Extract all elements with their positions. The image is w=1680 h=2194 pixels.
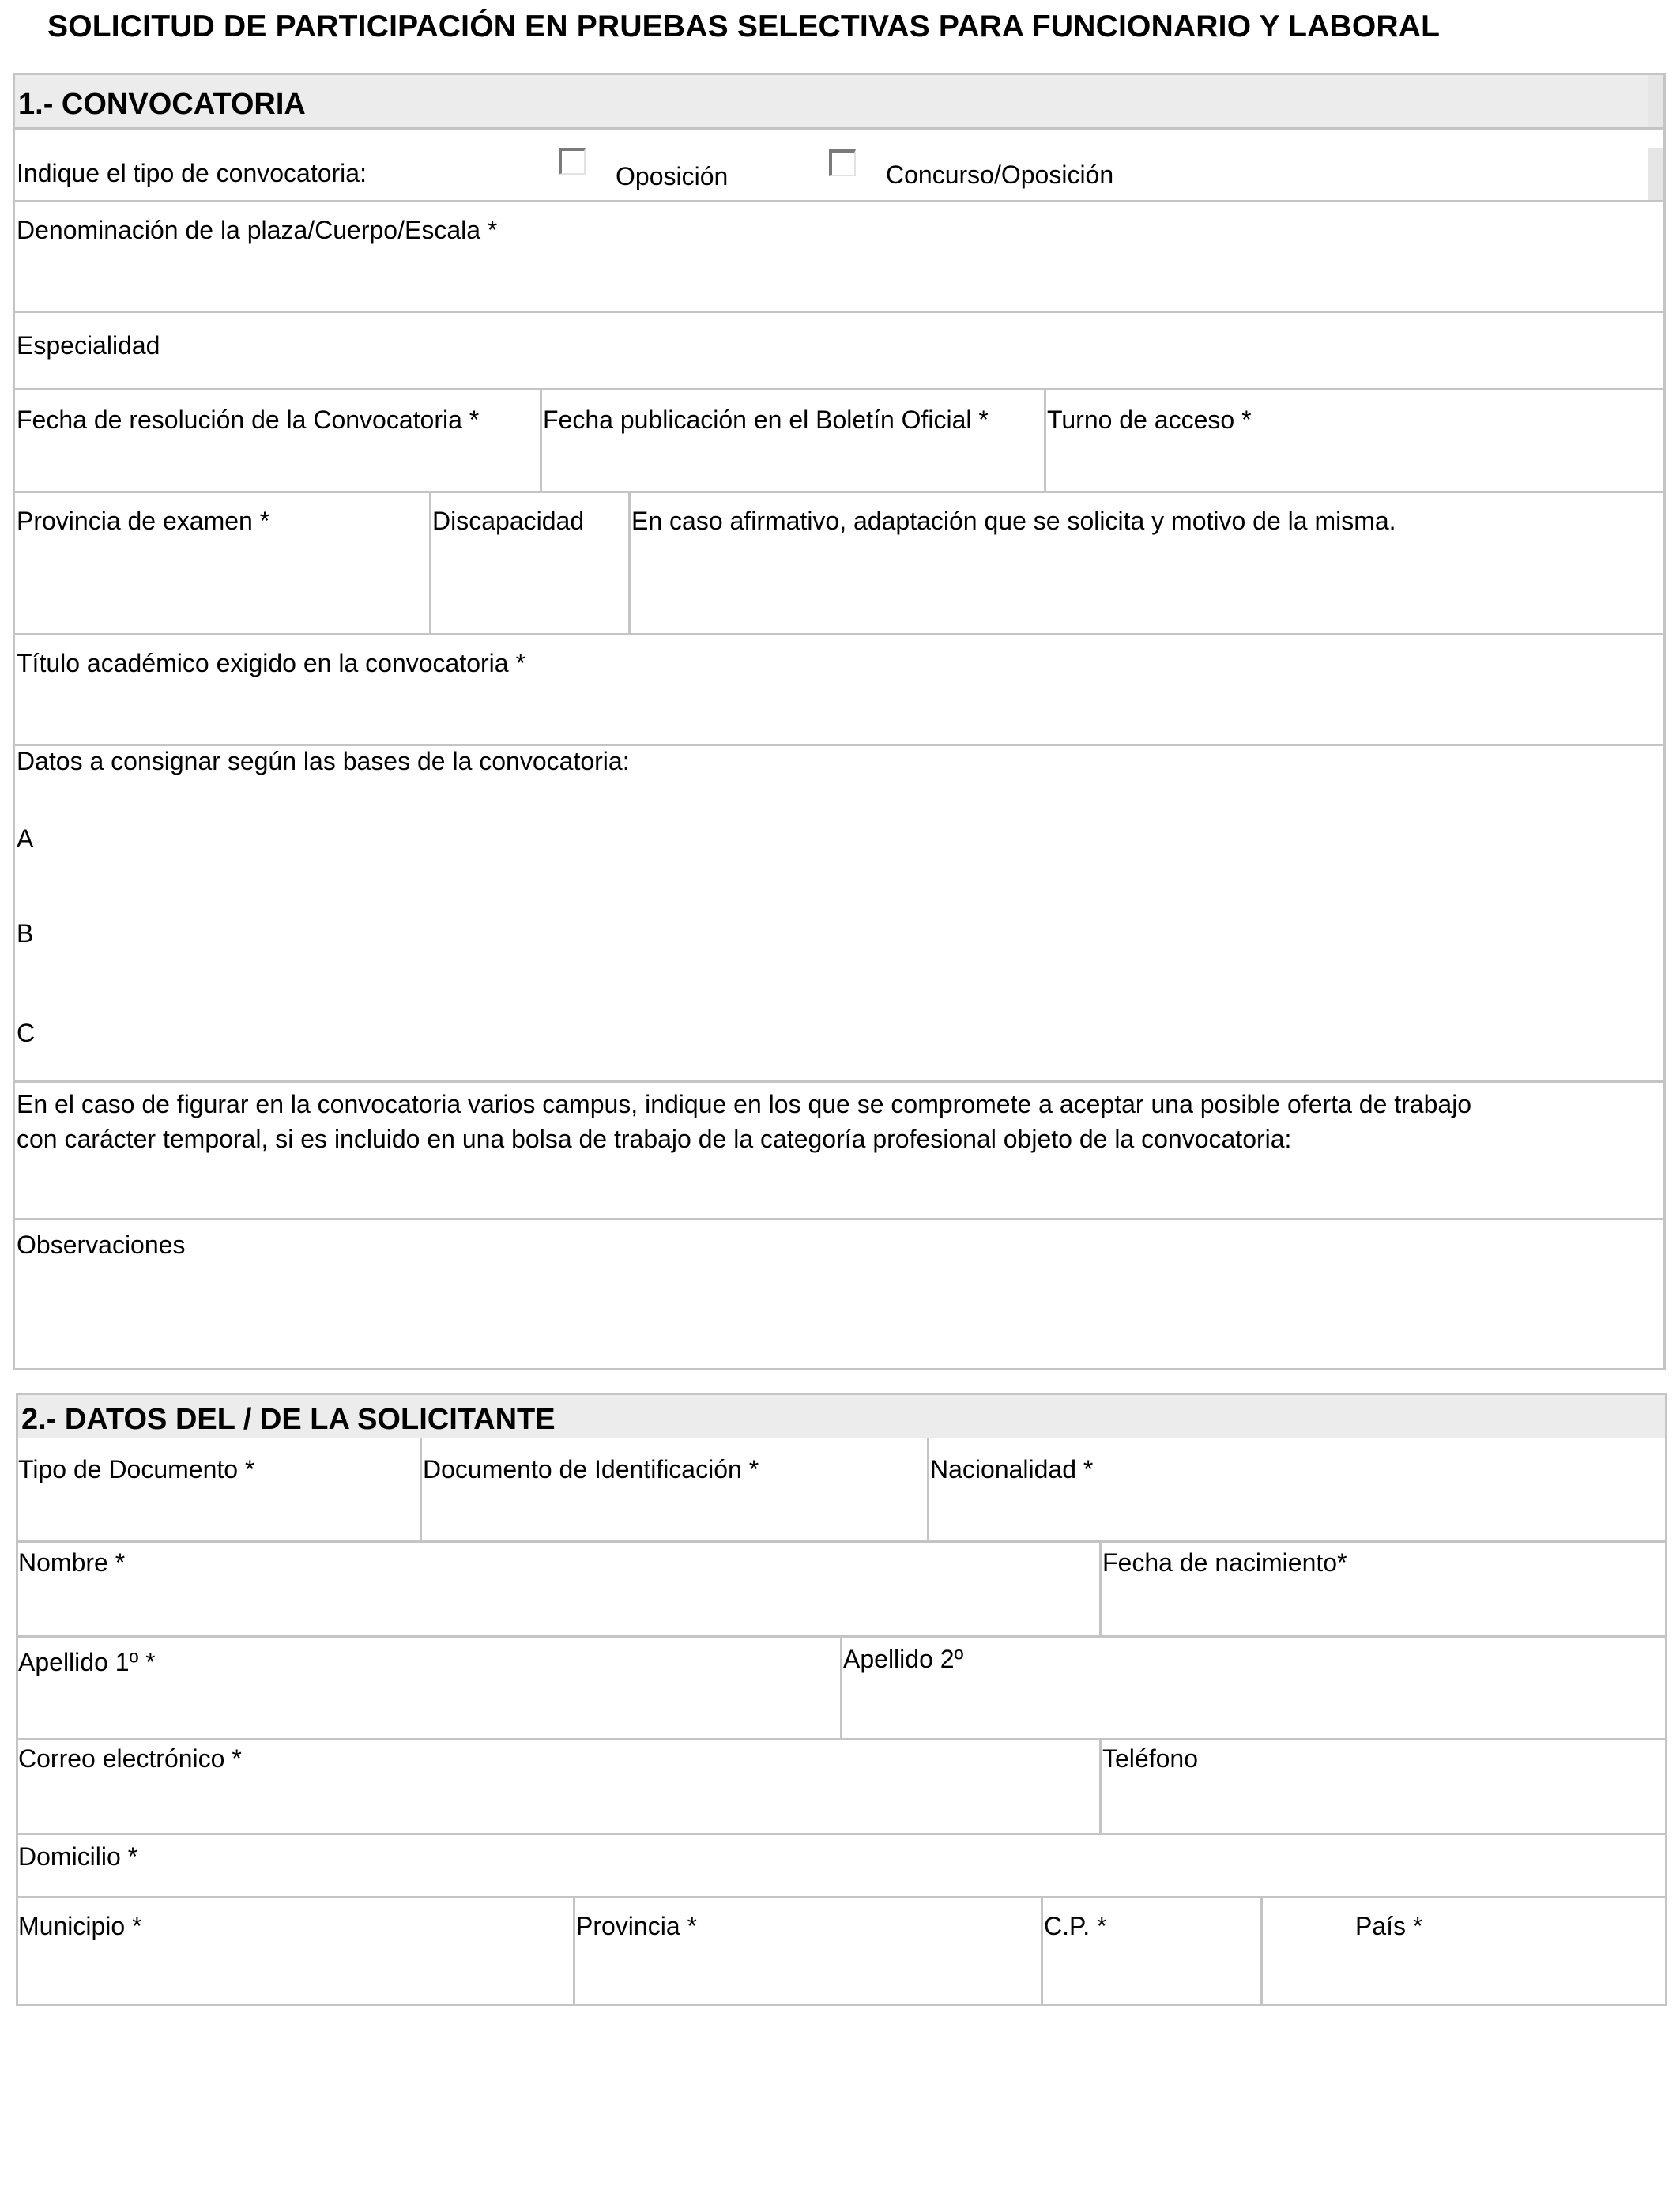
column-divider [1260, 1896, 1263, 2004]
telefono-field-label: Teléfono [1102, 1744, 1198, 1773]
provincia-examen-field-label: Provincia de examen * [17, 507, 270, 535]
pais-field-label: País * [1355, 1912, 1423, 1940]
campus-paragraph [17, 1087, 1652, 1156]
column-divider [927, 1438, 929, 1540]
row-divider [15, 633, 1663, 635]
datos-consignar-label: Datos a consignar según las bases de la convocatoria: [17, 747, 630, 775]
municipio-field-label: Municipio * [18, 1912, 142, 1940]
turno-acceso-field-label: Turno de acceso * [1047, 405, 1252, 434]
row-divider [15, 200, 1663, 202]
concurso-oposicion-label: Concurso/Oposición [886, 160, 1114, 189]
oposicion-checkbox[interactable] [559, 148, 586, 175]
row-divider [15, 1218, 1663, 1220]
column-divider [540, 388, 542, 491]
apellido2-field-label: Apellido 2º [843, 1645, 964, 1673]
column-divider [1099, 1738, 1102, 1833]
row-divider [15, 127, 1663, 130]
dato-a-label: A [17, 824, 34, 853]
section-1-header: 1.- CONVOCATORIA [15, 75, 1649, 127]
discapacidad-field-label: Discapacidad [432, 507, 585, 535]
domicilio-field-label: Domicilio * [18, 1842, 138, 1871]
dato-b-label: B [17, 919, 34, 948]
fecha-resolucion-field-label: Fecha de resolución de la Convocatoria * [17, 405, 480, 434]
right-edge-strip [1648, 75, 1663, 127]
column-divider [628, 491, 631, 633]
column-divider [573, 1896, 575, 2004]
campus-line-2: con carácter temporal, si es incluido en una bolsa de trabajo de la categoría profesional objeto de la convocatoria: [17, 1125, 1292, 1153]
row-divider [18, 1738, 1665, 1740]
column-divider [1044, 388, 1046, 491]
apellido1-field-label: Apellido 1º * [18, 1648, 156, 1676]
fecha-publicacion-field-label: Fecha publicación en el Boletín Oficial * [543, 405, 989, 434]
cp-field-label: C.P. * [1044, 1912, 1107, 1940]
documento-identificacion-field-label: Documento de Identificación * [423, 1455, 759, 1483]
fecha-nacimiento-field-label: Fecha de nacimiento* [1102, 1548, 1347, 1577]
observaciones-field-label: Observaciones [17, 1231, 186, 1259]
especialidad-field-label: Especialidad [17, 331, 160, 360]
section-2-header: 2.- DATOS DEL / DE LA SOLICITANTE [18, 1395, 1665, 1438]
section-datos-solicitante [16, 1393, 1667, 2006]
row-divider [15, 491, 1663, 493]
section-convocatoria [13, 73, 1666, 1370]
concurso-oposicion-checkbox[interactable] [829, 149, 856, 176]
denominacion-field-label: Denominación de la plaza/Cuerpo/Escala * [17, 216, 498, 244]
dato-c-label: C [17, 1019, 36, 1047]
column-divider [840, 1635, 842, 1738]
tipo-documento-field-label: Tipo de Documento * [18, 1455, 255, 1483]
column-divider [420, 1438, 422, 1540]
row-divider [15, 311, 1663, 313]
row-divider [18, 1833, 1665, 1835]
row-divider [15, 1080, 1663, 1083]
nacionalidad-field-label: Nacionalidad * [930, 1455, 1094, 1483]
titulo-academico-field-label: Título académico exigido en la convocatoria * [17, 649, 525, 677]
row-divider [18, 1896, 1665, 1898]
column-divider [429, 491, 431, 633]
adaptacion-field-label: En caso afirmativo, adaptación que se solicita y motivo de la misma. [631, 507, 1396, 535]
right-edge-strip [1648, 148, 1663, 200]
correo-field-label: Correo electrónico * [18, 1744, 242, 1773]
row-divider [18, 1540, 1665, 1543]
tipo-convocatoria-label: Indique el tipo de convocatoria: [17, 159, 367, 187]
nombre-field-label: Nombre * [18, 1548, 126, 1577]
row-divider [15, 744, 1663, 746]
campus-line-1: En el caso de figurar en la convocatoria varios campus, indique en los que se compromete a aceptar una posible oferta de trabajo [17, 1090, 1472, 1118]
row-divider [15, 388, 1663, 390]
column-divider [1041, 1896, 1043, 2004]
provincia-field-label: Provincia * [576, 1912, 697, 1940]
oposicion-label: Oposición [616, 162, 729, 190]
document-title: SOLICITUD DE PARTICIPACIÓN EN PRUEBAS SELECTIVAS PARA FUNCIONARIO Y LABORAL [47, 9, 1441, 43]
column-divider [1099, 1540, 1102, 1635]
